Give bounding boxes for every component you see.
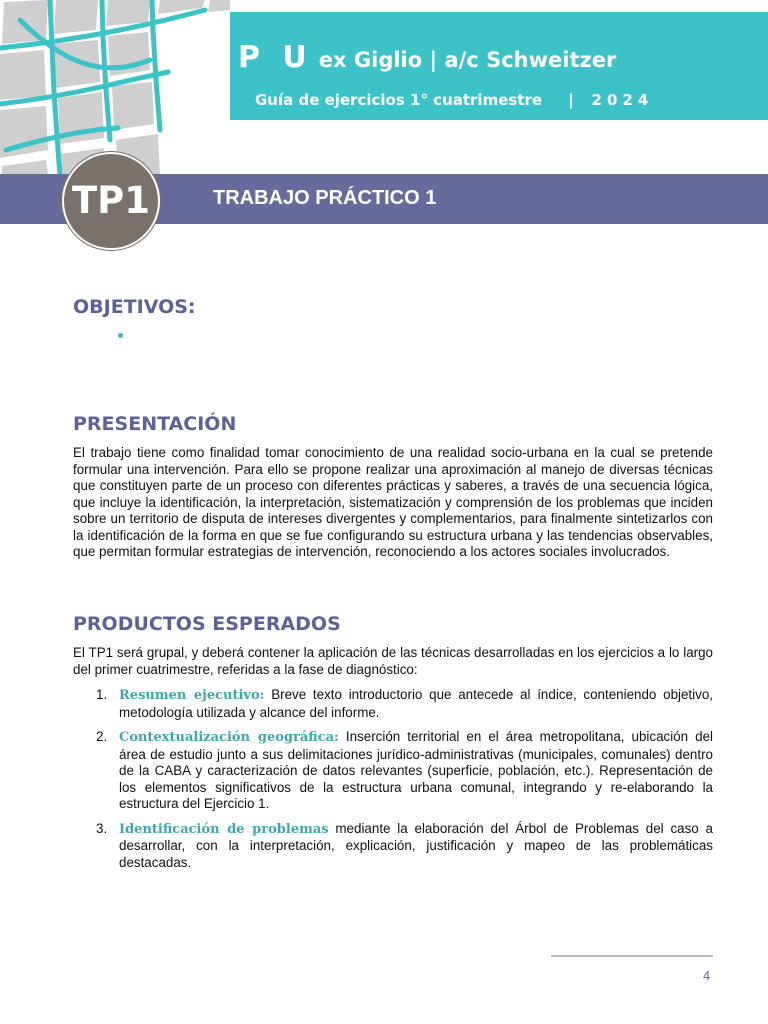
guide-year: 2024 (591, 91, 654, 109)
list-item-term: Contextualización geográfica: (119, 730, 339, 745)
productos-list (73, 687, 713, 871)
objetivos-heading: OBJETIVOS: (73, 296, 196, 318)
page-number: 4 (703, 968, 711, 983)
productos-intro: El TP1 será grupal, y deberá contener la aplicación de las técnicas desarrolladas en los ejercicios a lo largo del primer cuatrimestre, referidas a la fase de diagnóstico: (73, 645, 713, 677)
objetivos-bullet (118, 333, 123, 338)
brand-subtitle (255, 91, 653, 109)
presentacion-heading: PRESENTACIÓN (73, 413, 237, 435)
brand-initials: P U (238, 40, 313, 75)
footer-rule (551, 955, 713, 957)
subtitle-separator: | (568, 91, 574, 109)
list-item-number: 2. (96, 729, 108, 744)
urban-map-graphic (0, 0, 230, 175)
list-item (73, 821, 713, 872)
list-item-text: Breve texto introductorio que antecede al índice, conteniendo objetivo, metodología utilizada y alcance del informe. (119, 687, 713, 720)
list-item-term: Resumen ejecutivo: (119, 688, 265, 703)
tp-badge-label: TP1 (71, 179, 151, 222)
presentacion-body: El trabajo tiene como finalidad tomar conocimiento de una realidad socio-urbana en la cual se pretende formular una intervención. Para ello se propone realizar una aproximación al manejo de diversas técnicas que constituyen parte de un proceso con diferentes prácticas y saberes, a través de una secuencia lógica, que incluye la identificación, la interpretación, sistematización y comprensión de los problemas que inciden sobre un territorio de disputa de intereses divergentes y complementarios, para finalmente sintetizarlos con la identificación de la forma en que se fue configurando su estructura urbana y las tendencias observables, que permitan formular estrategias de intervención, reconociendo a los actores sociales involucrados. (73, 445, 713, 559)
list-item-number: 1. (96, 687, 108, 702)
brand-title (238, 40, 616, 75)
list-item (73, 687, 713, 721)
list-item-text: mediante la elaboración del Árbol de Problemas del caso a desarrollar, con la interpretación, explicación, justificación y mapeo de las problemáticas destacadas. (119, 820, 713, 870)
list-item-text: Inserción territorial en el área metropolitana, ubicación del área de estudio junto a sus delimitaciones jurídico-administrativas (municipales, comunales) dentro de la CABA y caracterización de datos relevantes (superficie, población, etc.). Representación de los elementos significativos de la estructura urbana comunal, integrando y re-elaborando la estructura del Ejercicio 1. (119, 729, 714, 811)
brand-name: ex Giglio | a/c Schweitzer (318, 48, 617, 72)
list-item (73, 729, 713, 813)
guide-title: Guía de ejercicios 1° cuatrimestre (255, 91, 543, 109)
list-item-number: 3. (96, 820, 108, 836)
productos-heading: PRODUCTOS ESPERADOS (73, 613, 341, 635)
tp-badge (62, 152, 160, 250)
tp-title: TRABAJO PRÁCTICO 1 (213, 187, 437, 209)
list-item-term: Identificación de problemas (119, 821, 329, 837)
